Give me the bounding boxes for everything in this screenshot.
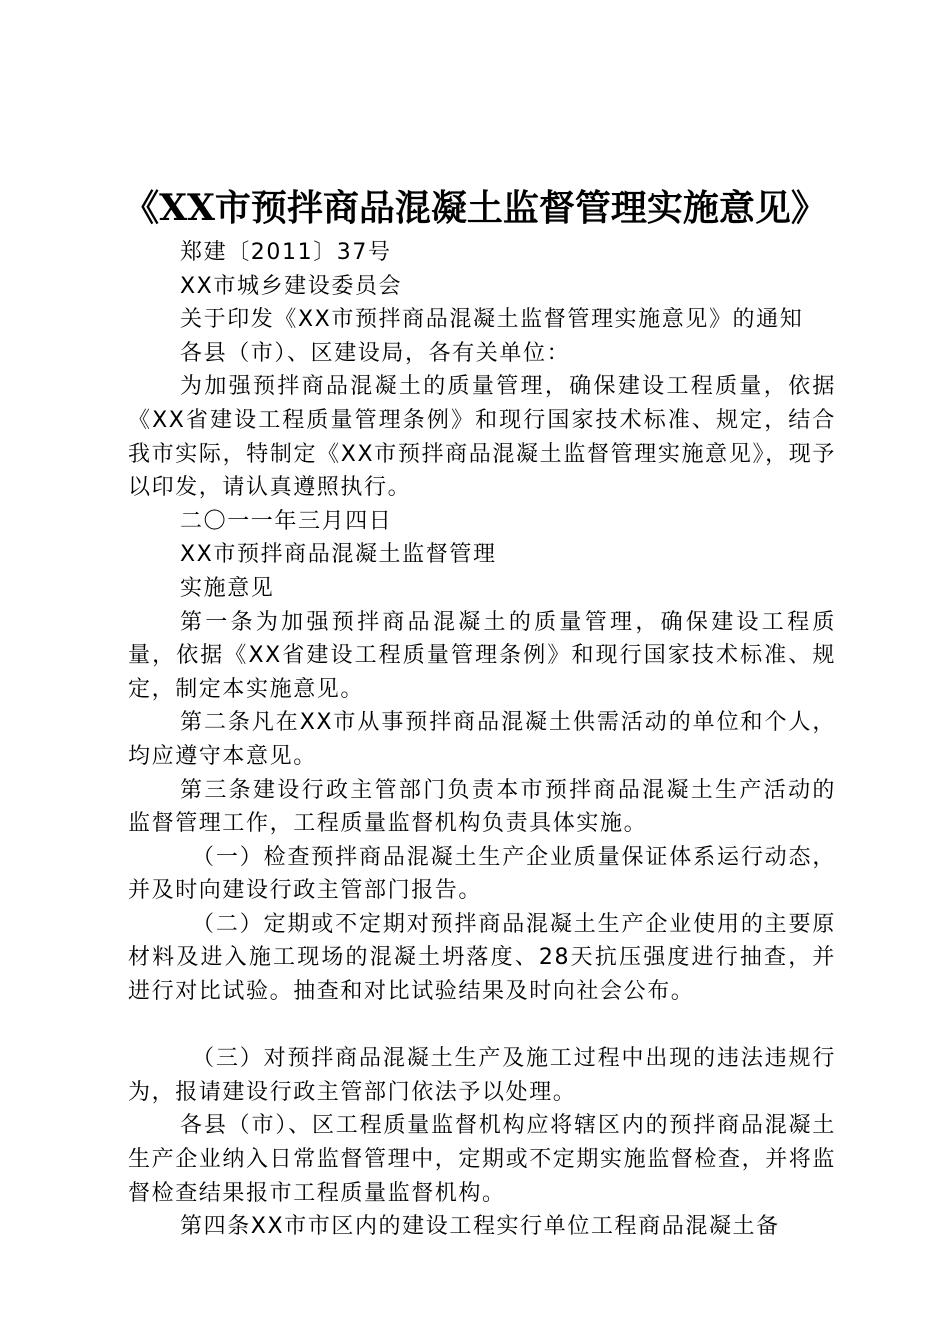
notice-body-paragraph: 为加强预拌商品混凝土的质量管理，确保建设工程质量，依据《XX省建设工程质量管理条例》和现行国家技术标准、规定，结合我市实际，特制定《XX市预拌商品混凝土监督管理实施意见》，现予以印发，请认真遵照执行。 (128, 374, 836, 501)
issuing-authority: XX市城乡建设委员会 (180, 273, 403, 299)
document-number: 郑建〔2011〕37号 (180, 240, 392, 265)
article-3: 第三条建设行政主管部门负责本市预拌商品混凝土生产活动的监督管理工作，工程质量监督机构负责具体实施。 (128, 777, 836, 837)
notice-title: 关于印发《XX市预拌商品混凝土监督管理实施意见》的通知 (180, 307, 804, 333)
opinion-heading-line-2: 实施意见 (180, 575, 275, 601)
article-3-item-2: （二）定期或不定期对预拌商品混凝土生产企业使用的主要原材料及进入施工现场的混凝土坍落度、28天抗压强度进行抽查，并进行对比试验。抽查和对比试验结果及时向社会公布。 (128, 911, 836, 1005)
article-1: 第一条为加强预拌商品混凝土的质量管理，确保建设工程质量，依据《XX省建设工程质量管理条例》和现行国家技术标准、规定，制定本实施意见。 (128, 609, 836, 702)
article-3-item-3: （三）对预拌商品混凝土生产及施工过程中出现的违法违规行为，报请建设行政主管部门依法予以处理。 (128, 1046, 836, 1105)
article-4: 第四条XX市市区内的建设工程实行单位工程商品混凝土备 (180, 1214, 780, 1240)
document-body (128, 236, 836, 1244)
opinion-heading-line-1: XX市预拌商品混凝土监督管理 (180, 542, 497, 568)
article-3-item-1: （一）检查预拌商品混凝土生产企业质量保证体系运行动态，并及时向建设行政主管部门报告。 (128, 844, 836, 904)
notice-date: 二〇一一年三月四日 (180, 508, 393, 534)
article-2: 第二条凡在XX市从事预拌商品混凝土供需活动的单位和个人，均应遵守本意见。 (128, 710, 836, 769)
addressee-line: 各县（市）、区建设局，各有关单位： (180, 340, 571, 366)
document-title: 《XX市预拌商品混凝土监督管理实施意见》 (123, 187, 827, 229)
county-supervision-paragraph: 各县（市）、区工程质量监督机构应将辖区内的预拌商品混凝土生产企业纳入日常监督管理中，定期或不定期实施监督检查，并将监督检查结果报市工程质量监督机构。 (128, 1113, 837, 1206)
